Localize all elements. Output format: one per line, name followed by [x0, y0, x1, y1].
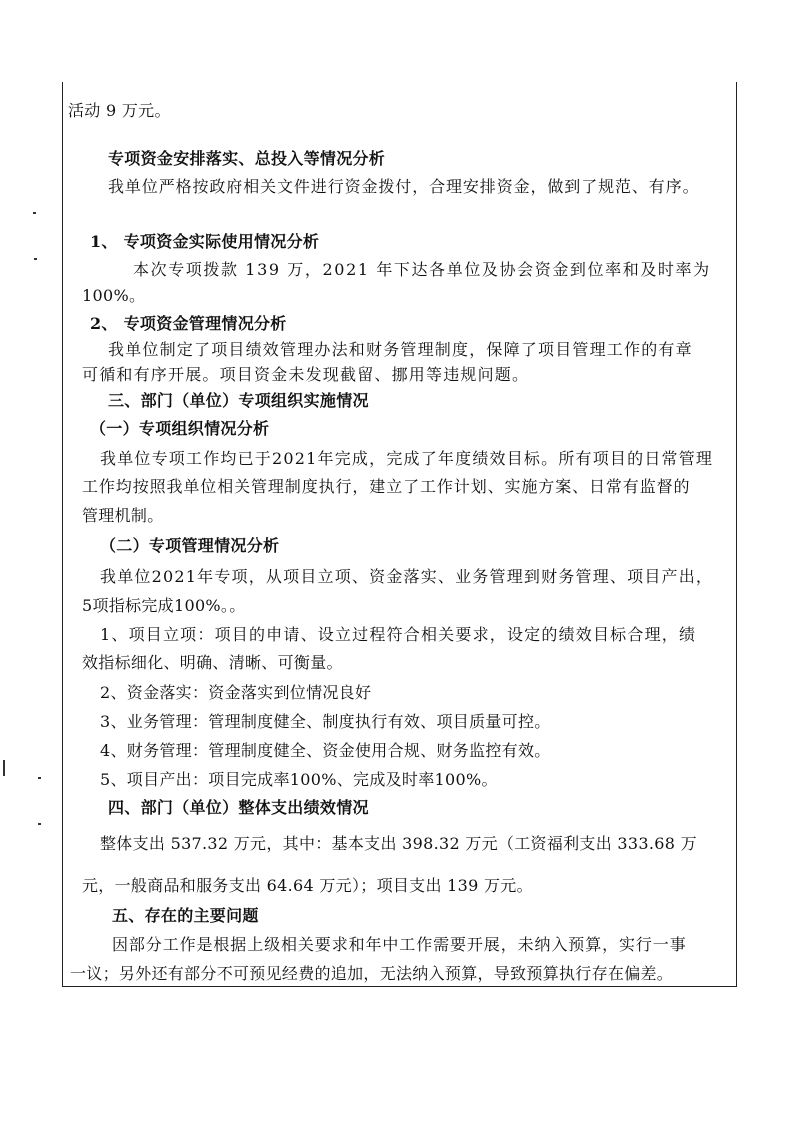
text-line: 元，一般商品和服务支出 64.64 万元）；项目支出 139 万元。 [82, 876, 533, 895]
text-line: 5项指标完成100%。。 [82, 596, 246, 615]
text-line: 100%。 [82, 286, 146, 305]
section-heading: 五、存在的主要问题 [112, 906, 259, 925]
scan-speck [33, 212, 36, 214]
text-line: 3、业务管理：管理制度健全、制度执行有效、项目质量可控。 [100, 712, 551, 731]
text-line: 工作均按照我单位相关管理制度执行，建立了工作计划、实施方案、日常有监督的 [82, 477, 691, 496]
scan-mark [3, 760, 5, 776]
text-line: 4、财务管理：管理制度健全、资金使用合规、财务监控有效。 [100, 741, 551, 760]
subsection-heading: （二）专项管理情况分析 [100, 536, 280, 555]
text-line: 2、资金落实：资金落实到位情况良好 [100, 683, 372, 702]
text-line: 管理机制。 [82, 506, 164, 525]
text-line: 一议；另外还有部分不可预见经费的追加，无法纳入预算，导致预算执行存在偏差。 [70, 964, 674, 983]
text-line: 我单位2021年专项，从项目立项、资金落实、业务管理到财务管理、项目产出， [100, 567, 714, 586]
text-line: 我单位制定了项目绩效管理办法和财务管理制度，保障了项目管理工作的有章 [108, 340, 693, 359]
section-heading: 专项资金安排落实、总投入等情况分析 [108, 149, 386, 168]
scan-speck [38, 777, 41, 779]
text-line: 本次专项拨款 139 万，2021 年下达各单位及协会资金到位率和及时率为 [133, 260, 711, 279]
section-heading: 四、部门（单位）整体支出绩效情况 [108, 798, 369, 817]
text-line: 我单位专项工作均已于2021年完成，完成了年度绩效目标。所有项目的日常管理 [100, 449, 714, 468]
section-heading: 1、 专项资金实际使用情况分析 [90, 232, 320, 251]
subsection-heading: （一）专项组织情况分析 [90, 419, 270, 438]
text-line: 整体支出 537.32 万元，其中：基本支出 398.32 万元（工资福利支出 333.68 万 [100, 834, 697, 853]
section-heading: 三、部门（单位）专项组织实施情况 [108, 391, 369, 410]
text-line: 因部分工作是根据上级相关要求和年中工作需要开展，未纳入预算，实行一事 [112, 935, 687, 954]
section-heading: 2、 专项资金管理情况分析 [90, 314, 287, 333]
text-line: 可循和有序开展。项目资金未发现截留、挪用等违规问题。 [82, 365, 530, 384]
text-line: 1、项目立项：项目的申请、设立过程符合相关要求，设定的绩效目标合理，绩 [100, 625, 697, 644]
text-line: 效指标细化、明确、清晰、可衡量。 [82, 653, 343, 672]
scan-speck [34, 258, 37, 260]
text-line: 我单位严格按政府相关文件进行资金拨付，合理安排资金，做到了规范、有序。 [108, 177, 700, 196]
scan-speck [38, 823, 41, 825]
text-line: 5、项目产出：项目完成率100%、完成及时率100%。 [100, 770, 498, 789]
text-line: 活动 9 万元。 [68, 101, 171, 120]
